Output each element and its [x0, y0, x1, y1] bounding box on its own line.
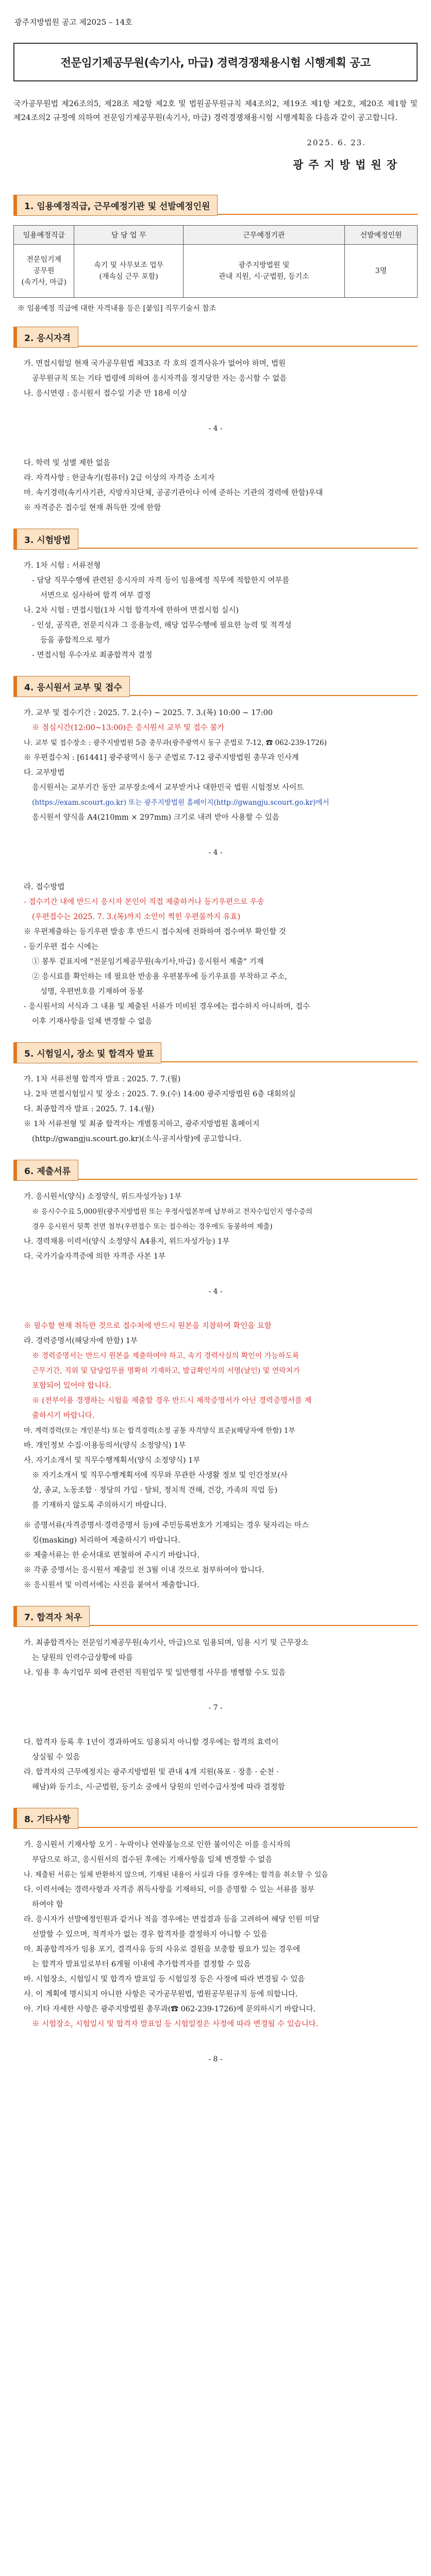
text-line: 나. 2차 면접시험일시 및 장소 : 2025. 7. 9.(수) 14:00 광주지방법원 6층 대회의실	[24, 1090, 296, 1098]
text-line: 가. 최종합격자는 전문임기제공무원(속기사, 마급)으로 임용되며, 임용 시기 및 근무장소	[24, 1639, 309, 1647]
text-line: 가. 교부 및 접수기간 : 2025. 7. 2.(수) ~ 2025. 7. 3.(목) 10:00 ~ 17:00	[24, 709, 273, 717]
text-line: ※ 1차 서류전형 및 최종 합격자는 개별통지하고, 광주지방법원 홈페이지	[24, 1120, 260, 1128]
text-line: - 등기우편 접수 시에는	[24, 943, 98, 951]
text-line: 는 당원의 인력수급상황에 따름	[32, 1654, 133, 1662]
notice-number: 광주지방법원 공고 제2025 – 14호	[14, 18, 132, 27]
col-duty: 담 당 업 무	[74, 226, 183, 245]
text-line: 다. 학력 및 성별 제한 없음	[24, 459, 110, 467]
text-line: 가. 1차 시험 : 서류전형	[24, 562, 101, 570]
text-line: 를 기재하지 않도록 주의하시기 바랍니다.	[32, 1501, 167, 1510]
heading-rule	[90, 1606, 418, 1626]
text-line: 나. 임용 후 속기업무 외에 관련된 직원업무 및 일반행정 사무를 병행할 수도 있음	[24, 1669, 286, 1677]
text-line: 응시원서는 교부기간 동안 교부장소에서 교부받거나 대한민국 법원 시험정보 사이트	[32, 784, 304, 792]
section-2-heading	[13, 327, 418, 348]
link-line[interactable]: (https://exam.scourt.go.kr) 또는 광주지방법원 홈페이지(http://gwangju.scourt.go.kr)에서	[32, 799, 329, 807]
position-table	[13, 225, 418, 298]
page-number: - 8 -	[208, 2055, 223, 2063]
page-number: - 4 -	[208, 1287, 223, 1296]
text-line: 등을 종합적으로 평가	[40, 636, 110, 645]
text-line: ※ 제출서류는 한 순서대로 편철하여 주시기 바랍니다.	[24, 1551, 200, 1560]
warning-line: (우편접수는 2025. 7. 3.(목)까지 소인이 찍힌 우편물까지 유효)	[32, 913, 241, 921]
text-line: - 담당 직무수행에 관련된 응시자의 자격 등이 임용예정 직무에 적합한지 여부를	[32, 577, 290, 585]
section-title: 8. 기타사항	[13, 1808, 78, 1829]
text-line: 라. 응시자가 선발예정인원과 같거나 적을 경우에는 면접결과 등을 고려하여 해당 인원 미달	[24, 1916, 320, 1924]
page-number: - 7 -	[208, 1704, 223, 1712]
heading-rule	[78, 1808, 418, 1828]
heading-rule	[218, 195, 418, 215]
section-title: 2. 응시자격	[13, 327, 78, 348]
text-line: 는 합격자 발표일로부터 6개월 이내에 추가합격자를 결정할 수 있음	[32, 1960, 251, 1969]
text-line: 성명, 우편번호를 기재하여 동봉	[40, 988, 144, 996]
section-8-heading	[13, 1808, 418, 1829]
text-line: 가. 응시원서(양식) 소정양식, 위드자성가능) 1부	[24, 1193, 181, 1201]
text-line: 사. 이 계획에 명시되지 아니한 사항은 국가공무원법, 법원공무원규칙 등에 의합니다.	[24, 1990, 298, 1998]
warning-line: 포함되어 있어야 합니다.	[32, 1382, 111, 1390]
section-title: 3. 시험방법	[13, 529, 78, 550]
warning-line: ※ 경력증명서는 반드시 원본을 제출하여야 하고, 속기 경력사실의 확인이 가능하도록	[32, 1352, 300, 1360]
text-line: 킹(masking) 처리하여 제출하시기 바랍니다.	[32, 1536, 180, 1545]
table-note: ※ 임용예정 직급에 대한 자격내용 등은 [붙임] 직무기술서 참조	[18, 304, 217, 313]
section-7-heading	[13, 1606, 418, 1627]
text-line: ② 응시료를 확인하는 데 필요한 반송용 우편봉투에 등기우표를 부착하고 주소,	[32, 973, 287, 981]
text-line: 다. 합격자 등록 후 1년이 경과하여도 임용되지 아니할 경우에는 합격의 효력이	[24, 1738, 279, 1747]
text-line: 마. 계력경력(또는 개인분석) 또는 합격경력(소정 공통 자격양식 표준)(해당자에 한함) 1부	[24, 1427, 295, 1435]
section-5-heading	[13, 1042, 418, 1063]
text-line: ※ 각종 증명서는 응시원서 제출일 전 3월 이내 것으로 첨부하여야 합니다.	[24, 1566, 264, 1574]
text-line: 라. 합격자의 근무예정지는 광주지방법원 및 관내 4개 지원(목포 · 장흥 · 순천 ·	[24, 1768, 279, 1776]
section-title: 6. 제출서류	[13, 1160, 78, 1181]
col-count: 선발예정인원	[345, 226, 418, 245]
cell-office: 광주지방법원 및 관내 지원, 시·군법원, 등기소	[183, 245, 344, 298]
section-3-heading	[13, 529, 418, 550]
col-rank: 임용예정직급	[14, 226, 74, 245]
notice-title: 전문임기제공무원(속기사, 마급) 경력경쟁채용시험 시행계획 공고	[13, 43, 418, 81]
text-line: 가. 면접시험일 현재 국가공무원법 제33조 각 호의 결격사유가 없어야 하며, 법원	[24, 360, 286, 368]
text-line: 나. 응시연령 : 응시원서 접수일 기준 만 18세 이상	[24, 389, 187, 398]
text-line: 마. 최종합격자가 임용 포기, 결격사유 등의 사유로 결원을 보충할 필요가 있는 경우에	[24, 1945, 301, 1954]
text-line: 나. 경력채용 이력서(양식 소정양식 A4용지, 위드자성가능) 1부	[24, 1238, 230, 1246]
text-line: 부담으로 하고, 응시원서의 접수된 후에는 기재사항을 일체 변경할 수 없음	[32, 1856, 273, 1864]
text-line: ※ 자격증은 접수일 현재 취득한 것에 한함	[24, 504, 161, 512]
text-line: 공무원규칙 또는 기타 법령에 의하여 응시자격을 정지당한 자는 응시할 수 없음	[32, 375, 287, 383]
heading-rule	[78, 529, 418, 549]
text-line: - 면접시험 우수자로 최종합격자 결정	[32, 651, 153, 659]
heading-rule	[130, 676, 418, 696]
text-line: 나. 2차 시험 : 면접시험(1차 시험 합격자에 한하여 면접시험 실시)	[24, 606, 239, 615]
text-line: 가. 응시원서 기재사항 오기 · 누락이나 연락불능으로 인한 불이익은 이를 응시자의	[24, 1841, 291, 1849]
section-title: 7. 합격자 처우	[13, 1606, 90, 1627]
warning-line: - 접수기간 내에 반드시 응시자 본인이 직접 제출하거나 등기우편으로 우송	[24, 898, 264, 906]
link-line[interactable]: (http://gwangju.scourt.go.kr)(소식-공지사항)에 공고합니다.	[32, 1135, 242, 1143]
text-line: 사. 자기소개서 및 직무수행계획서(양식 소정양식) 1부	[24, 1456, 201, 1465]
issuer: 광주지방법원장	[292, 158, 402, 171]
text-line: 다. 국가기술자격증에 의한 자격증 사본 1부	[24, 1252, 165, 1261]
text-line: 바. 시험장소, 시험일시 및 합격자 발표일 등 시험일정 등은 사정에 따라 변경될 수 있음	[24, 1975, 305, 1984]
text-line: 상실될 수 있음	[32, 1753, 80, 1761]
text-line: 아. 기타 자세한 사항은 광주지방법원 총무과(☎ 062-239-1726)에 문의하시기 바랍니다.	[24, 2005, 316, 2013]
section-title: 1. 임용예정직급, 근무예정기관 및 선발예정인원	[13, 195, 218, 216]
section-1-heading	[13, 195, 418, 216]
section-title: 5. 시험일시, 장소 및 합격자 발표	[13, 1042, 161, 1063]
text-line: 하여야 함	[32, 1901, 63, 1909]
text-line: ※ 자기소개서 및 직무수행계획서에 직무와 무관한 사생활 정보 및 인간정보(사	[32, 1471, 288, 1480]
text-line: 가. 1차 서류전형 합격자 발표 : 2025. 7. 7.(월)	[24, 1075, 181, 1083]
heading-rule	[161, 1042, 418, 1062]
cell-duty: 속기 및 사무보조 업무 (재속심 근무 포함)	[74, 245, 183, 298]
text-line: 서면으로 심사하여 합격 여부 결정	[40, 591, 151, 600]
text-line: 나. 교부 및 접수장소 : 광주지방법원 5층 총무과(광주광역시 동구 준법로 7-12, ☎ 062-239-1726)	[24, 739, 327, 747]
text-line: 이후 기재사항을 일체 변경할 수 없음	[32, 1018, 153, 1026]
cell-count: 3명	[345, 245, 418, 298]
section-4-heading	[13, 676, 418, 697]
warning-line: ※ (전부이용 경쟁하는 시험을 제출할 경우 반드시 제작증명서가 아닌 경력증명서를 제	[32, 1397, 312, 1405]
warning-line: ※ 시험장소, 시험일시 및 합격자 발표일 등 시험일정은 사정에 따라 변경될 수 있습니다.	[32, 2020, 319, 2028]
text-line: ※ 우편제출하는 등기우편 발송 후 반드시 접수처에 전화하여 접수여부 확인할 것	[24, 928, 286, 936]
text-line: 다. 최종합격자 발표 : 2025. 7. 14.(월)	[24, 1105, 154, 1113]
table-row	[14, 245, 418, 298]
text-line: ※ 응시수수료 5,000원(광주지방법원 또는 우정사업본부에 납부하고 전자수입인지 영수증의	[32, 1208, 312, 1216]
text-line: 라. 경력증명서(해당자에 한함) 1부	[24, 1337, 138, 1345]
cell-rank: 전문임기제 공무원 (속기사, 마급)	[14, 245, 74, 298]
text-line: 다. 이력서에는 경력사항과 자격증 취득사항을 기재하되, 이를 증명할 수 있는 서류를 첨부	[24, 1886, 315, 1894]
heading-rule	[78, 1160, 418, 1180]
text-line: 마. 속기경력(속기사기관, 지방자치단체, 공공기관이나 이에 준하는 기관의 경력에 한함)우대	[24, 489, 323, 497]
col-office: 근무예정기관	[183, 226, 344, 245]
heading-rule	[78, 327, 418, 347]
text-line: 응시원서 양식을 A4(210mm × 297mm) 크기로 내려 받아 사용할 수 있음	[32, 814, 279, 822]
text-line: - 인성, 공직관, 전문지식과 그 응용능력, 해당 업무수행에 필요한 능력 및 적격성	[32, 621, 292, 630]
text-line: ① 봉투 겉표지에 "전문임기제공무원(속기사,마급) 응시원서 제출" 기재	[32, 958, 264, 966]
warning-line: 근무기간, 직위 및 담당업무를 명확히 기재하고, 발급확인자의 서명(날인) 및 연락처가	[32, 1367, 300, 1375]
page-number: - 4 -	[208, 849, 223, 857]
text-line: 다. 교부방법	[24, 769, 65, 777]
text-line: 해남)와 등기소, 시·군법원, 등기소 중에서 당원의 인력수급사정에 따라 결정함	[32, 1783, 285, 1791]
warning-line: ※ 필수할 현재 취득한 것으로 접수처에 반드시 원본을 지참하여 확인을 요함	[24, 1322, 272, 1330]
text-line: 라. 자격사항 : 한글속기(컴퓨터) 2급 이상의 자격증 소지자	[24, 474, 215, 482]
text-line: 상, 종교, 노동조합 · 정당의 가입 · 탈퇴, 정치적 견해, 건강, 가족의 직업 등)	[32, 1486, 278, 1495]
text-line: ※ 우편접수처 : [61441] 광주광역시 동구 준법로 7-12 광주지방법원 총무과 인사계	[24, 754, 299, 762]
section-title: 4. 응시원서 교부 및 접수	[13, 676, 130, 697]
text-line: - 응시원서의 서식과 그 내용 및 제출된 서류가 미비된 경우에는 접수하지 아니하며, 접수	[24, 1003, 310, 1011]
intro-paragraph: 국가공무원법 제26조의5, 제28조 제2항 제2호 및 법원공무원규칙 제4조의2, 제19조 제1항 제2호, 제20조 제1항 및 제24조의2 규정에 의하여 전문임기제공무원(속기사, 마급) 경력경쟁채용시험 시행계획을 다음과 같이 공고합니다.	[13, 99, 418, 122]
text-line: 라. 접수방법	[24, 883, 65, 891]
text-line: 경우 응시원서 뒷쪽 전면 첨부(우편접수 또는 접수하는 경우에도 동봉하여 제출)	[32, 1223, 273, 1231]
page-number: - 4 -	[208, 425, 223, 433]
notice-date: 2025. 6. 23.	[307, 138, 366, 147]
text-line: ※ 증명서류(자격증명서·경력증명서 등)에 주민등록번호가 기재되는 경우 뒷자리는 마스	[24, 1521, 309, 1530]
warning-line: 출하시기 바랍니다.	[32, 1412, 95, 1420]
text-line: ※ 응시원서 및 이력서에는 사진을 붙여서 제출합니다.	[24, 1581, 200, 1589]
table-header-row	[14, 226, 418, 245]
text-line: 바. 개인정보 수집·이용동의서(양식 소정양식) 1부	[24, 1442, 186, 1450]
warning-line: ※ 점심시간(12:00~13:00)은 응시원서 교부 및 접수 불가	[32, 724, 225, 732]
text-line: 선발할 수 있으며, 적격자가 없는 경우 합격자를 결정하지 아니할 수 있음	[32, 1930, 268, 1939]
text-line: 나. 제출된 서류는 일체 반환하지 않으며, 기재된 내용이 사실과 다를 경우에는 합격을 취소할 수 있음	[24, 1871, 328, 1879]
section-6-heading	[13, 1160, 418, 1181]
